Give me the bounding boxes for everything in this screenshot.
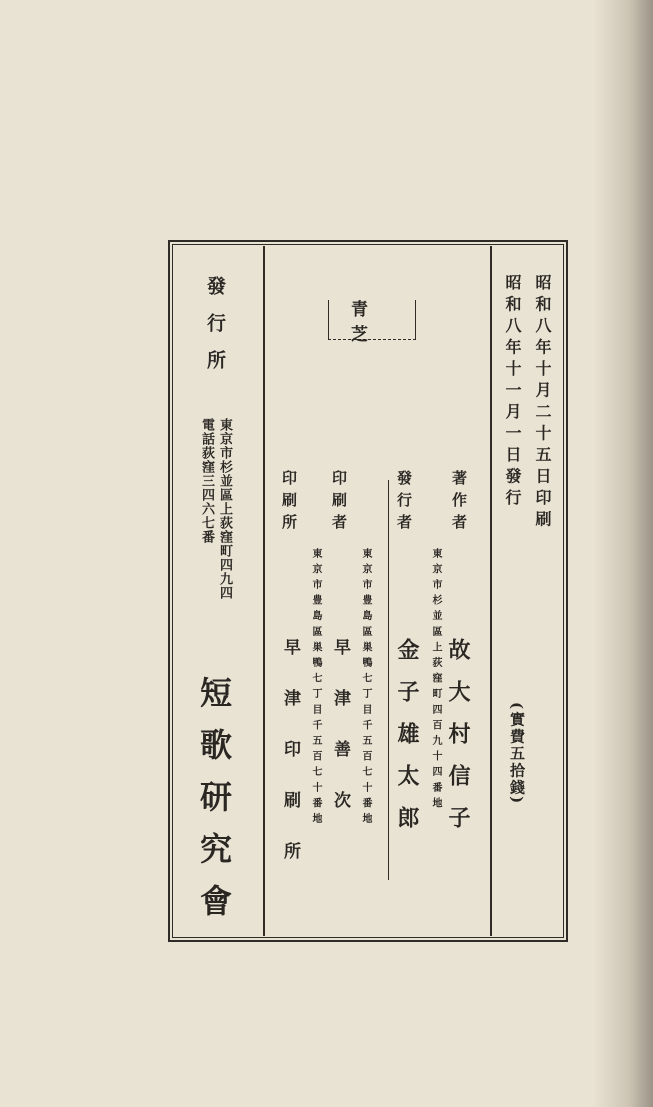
print-date: 昭和八年十月二十五日印刷	[533, 274, 552, 532]
printer-address: 東京市豊島區巣鴨七丁目千五百七十番地	[360, 548, 371, 829]
brand-label: 青芝	[351, 299, 390, 345]
printer-role: 印刷者	[330, 470, 348, 536]
author-name: 故大村信子	[445, 638, 471, 848]
colophon-block	[168, 240, 568, 942]
publisher-divider	[263, 246, 265, 936]
print-shop-name: 早津印刷所	[280, 638, 300, 893]
publisher-phone: 電話荻窪三四六七番	[199, 418, 214, 544]
print-shop-address: 東京市豊島區巣鴨七丁目千五百七十番地	[310, 548, 321, 829]
publisher-name: 短歌研究會	[195, 676, 233, 936]
page-edge-shadow	[593, 0, 653, 1107]
publisher-label: 發行所	[204, 276, 226, 387]
brand-box	[328, 299, 416, 345]
staff-divider	[388, 480, 389, 880]
author-role: 著作者	[450, 470, 468, 536]
issuer-name: 金子雄太郎	[394, 638, 420, 848]
author-address: 東京市杉並區上荻窪町四百九十四番地	[430, 548, 441, 814]
date-divider	[490, 246, 492, 936]
publisher-address: 東京市杉並區上荻窪町四九四	[217, 418, 232, 600]
printer-name: 早津善次	[330, 638, 350, 842]
print-shop-role: 印刷所	[280, 470, 298, 536]
issuer-role: 發行者	[395, 470, 413, 536]
issue-date: 昭和八年十一月一日發行	[503, 274, 522, 511]
price: (實費五拾錢)	[508, 702, 526, 806]
